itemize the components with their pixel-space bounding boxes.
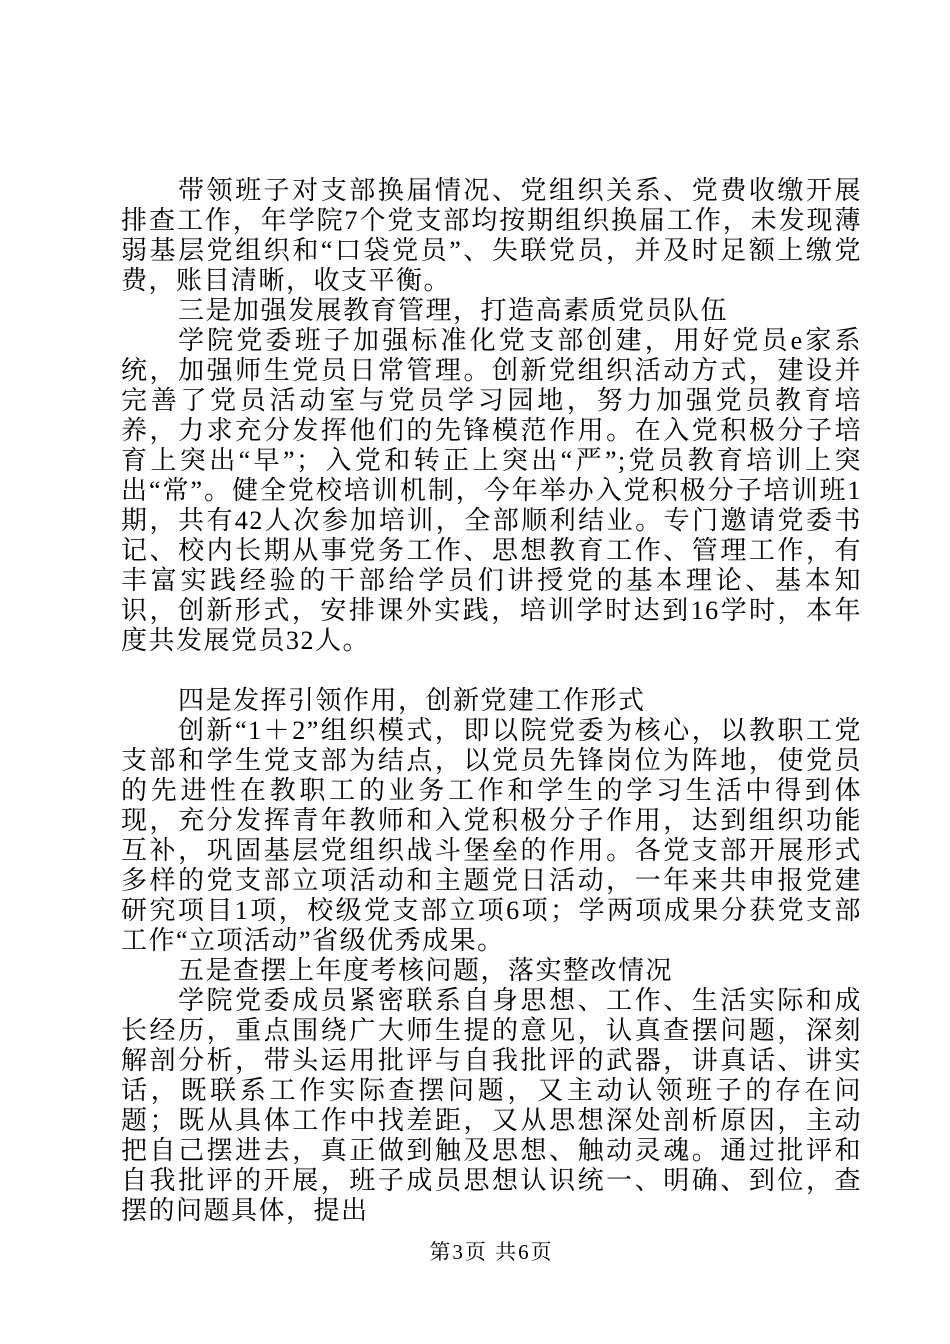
paragraph-education-management: 学院党委班子加强标准化党支部创建，用好党员e家系统，加强师生党员日常管理。创新党组织活动方式，建设并完善了党员活动室与党员学习园地，努力加强党员教育培养，力求充分发挥他们的先锋模范作用。在入党积极分子培育上突出“早”；入党和转正上突出“严”;党员教育培训上突出“常”。健全党校培训机制，今年举办入党积极分子培训班1期，共有42人次参加培训，全部顺利结业。专门邀请党委书记、校内长期从事党务工作、思想教育工作、管理工作，有丰富实践经验的干部给学员们讲授党的基本理论、基本知识，创新形式，安排课外实践，培训学时达到16学时，本年度共发展党员32人。 bbox=[121, 326, 862, 655]
document-body bbox=[121, 176, 862, 1226]
section-heading-four: 四是发挥引领作用，创新党建工作形式 bbox=[178, 686, 646, 715]
paragraph-party-building-innovation: 创新“1＋2”组织模式，即以院党委为核心，以教职工党支部和学生党支部为结点，以党员先锋岗位为阵地，使党员的先进性在教职工的业务工作和学生的学习生活中得到体现，充分发挥青年教师和入党积极分子作用，达到组织功能互补，巩固基层党组织战斗堡垒的作用。各党支部开展形式多样的党支部立项活动和主题党日活动，一年来共申报党建研究项目1项，校级党支部立项6项；学两项成果分获党支部工作“立项活动”省级优秀成果。 bbox=[121, 716, 862, 955]
section-heading-three: 三是加强发展教育管理，打造高素质党员队伍 bbox=[178, 296, 729, 325]
paragraph-self-criticism: 学院党委成员紧密联系自身思想、工作、生活实际和成长经历，重点围绕广大师生提的意见，认真查摆问题，深刻解剖分析，带头运用批评与自我批评的武器，讲真话、讲实话，既联系工作实际查摆问题，又主动认领班子的存在问题；既从具体工作中找差距，又从思想深处剖析原因，主动把自己摆进去，真正做到触及思想、触动灵魂。通过批评和自我批评的开展，班子成员思想认识统一、明确、到位，查摆的问题具体，提出 bbox=[121, 986, 862, 1225]
section-heading-five: 五是查摆上年度考核问题，落实整改情况 bbox=[178, 956, 674, 985]
paragraph-inspection-work: 带领班子对支部换届情况、党组织关系、党费收缴开展排查工作，年学院7个党支部均按期组织换届工作，未发现薄弱基层党组织和“口袋党员”、失联党员，并及时足额上缴党费，账目清晰，收支平衡。 bbox=[121, 176, 862, 295]
page-number-footer: 第3页 共6页 bbox=[429, 1240, 554, 1264]
